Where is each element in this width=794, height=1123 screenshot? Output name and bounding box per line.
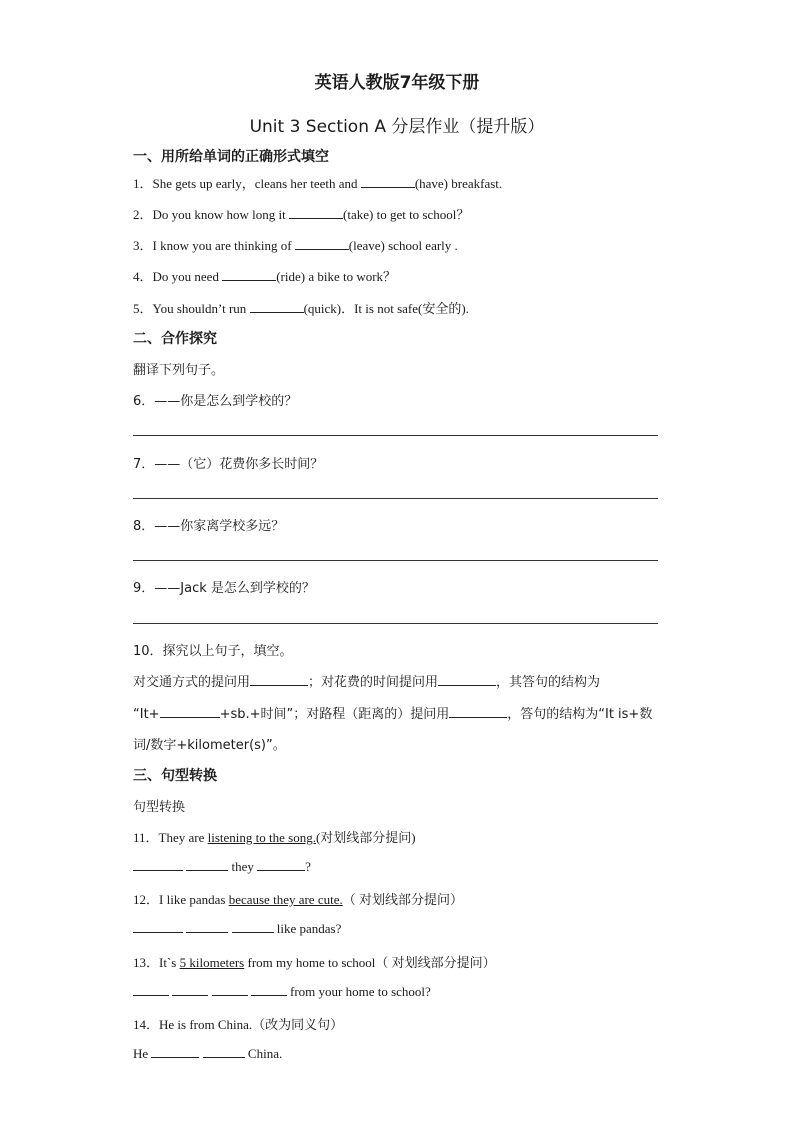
section-2-instruction: 翻译下列句子。 (133, 363, 225, 378)
question-10-paragraph-line-2: “It+ +sb.+时间”；对路程（距离的）提问用 ，答句的结构为“It is+数 (133, 707, 653, 722)
question-10: 10．探究以上句子，填空。 (133, 644, 293, 659)
question-2: 2．Do you know how long it (take) to get to school？ (133, 207, 470, 222)
answer-blank[interactable] (160, 705, 220, 718)
question-9: 9．——Jack 是怎么到学校的？ (133, 581, 315, 596)
answer-blank[interactable] (186, 858, 228, 871)
question-4: 4．Do you need (ride) a bike to work？ (133, 269, 397, 284)
question-8: 8．——你家离学校多远？ (133, 519, 285, 534)
section-1-heading: 一、用所给单词的正确形式填空 (133, 149, 329, 165)
section-3-heading: 三、句型转换 (133, 768, 217, 784)
answer-blank[interactable] (361, 175, 415, 188)
question-12-answer: like pandas? (133, 920, 341, 937)
question-3: 3．I know you are thinking of (leave) school early . (133, 238, 458, 253)
answer-line[interactable] (133, 560, 658, 561)
answer-blank[interactable] (449, 705, 507, 718)
answer-blank[interactable] (133, 983, 169, 996)
answer-line[interactable] (133, 435, 658, 436)
underlined-phrase: because they are cute. (228, 892, 343, 907)
question-11: 11．They are listening to the song.(对划线部分提问) (133, 830, 416, 845)
answer-blank[interactable] (151, 1045, 199, 1058)
document-subtitle: Unit 3 Section A 分层作业（提升版） (249, 117, 545, 137)
question-13: 13．It`s 5 kilometers from my home to school（ 对划线部分提问） (133, 955, 496, 970)
answer-blank[interactable] (250, 300, 304, 313)
answer-blank[interactable] (289, 206, 343, 219)
document-title: 英语人教版7年级下册 (314, 73, 480, 93)
question-12: 12．I like pandas because they are cute.（ 对划线部分提问） (133, 892, 463, 907)
answer-blank[interactable] (133, 858, 183, 871)
question-6: 6．——你是怎么到学校的？ (133, 394, 298, 409)
answer-blank[interactable] (438, 673, 496, 686)
question-11-answer: they ? (133, 858, 311, 875)
question-10-paragraph-line-1: 对交通方式的提问用 ；对花费的时间提问用 ，其答句的结构为 (133, 675, 601, 690)
question-5: 5．You shouldn’t run (quick)．It is not safe(安全的). (133, 301, 469, 316)
section-3-instruction: 句型转换 (133, 800, 186, 815)
question-13-answer: from your home to school? (133, 983, 431, 1000)
underlined-phrase: 5 kilometers (179, 955, 245, 970)
question-7: 7．——（它）花费你多长时间？ (133, 457, 324, 472)
question-1: 1．She gets up early，cleans her teeth and (have) breakfast. (133, 176, 503, 191)
answer-blank[interactable] (172, 983, 208, 996)
underlined-phrase: listening to the song. (207, 830, 316, 845)
answer-line[interactable] (133, 623, 658, 624)
question-14: 14．He is from China.（改为同义句） (133, 1017, 344, 1032)
question-10-paragraph-line-3: 词/数字+kilometer(s)”。 (133, 738, 286, 753)
answer-blank[interactable] (212, 983, 248, 996)
answer-blank[interactable] (186, 920, 228, 933)
section-2-heading: 二、合作探究 (133, 331, 217, 347)
answer-blank[interactable] (257, 858, 305, 871)
answer-blank[interactable] (251, 983, 287, 996)
answer-blank[interactable] (222, 268, 276, 281)
answer-blank[interactable] (250, 673, 308, 686)
answer-blank[interactable] (203, 1045, 245, 1058)
answer-blank[interactable] (232, 920, 274, 933)
question-14-answer: He China. (133, 1046, 283, 1061)
answer-line[interactable] (133, 498, 658, 499)
answer-blank[interactable] (133, 920, 183, 933)
answer-blank[interactable] (295, 237, 349, 250)
